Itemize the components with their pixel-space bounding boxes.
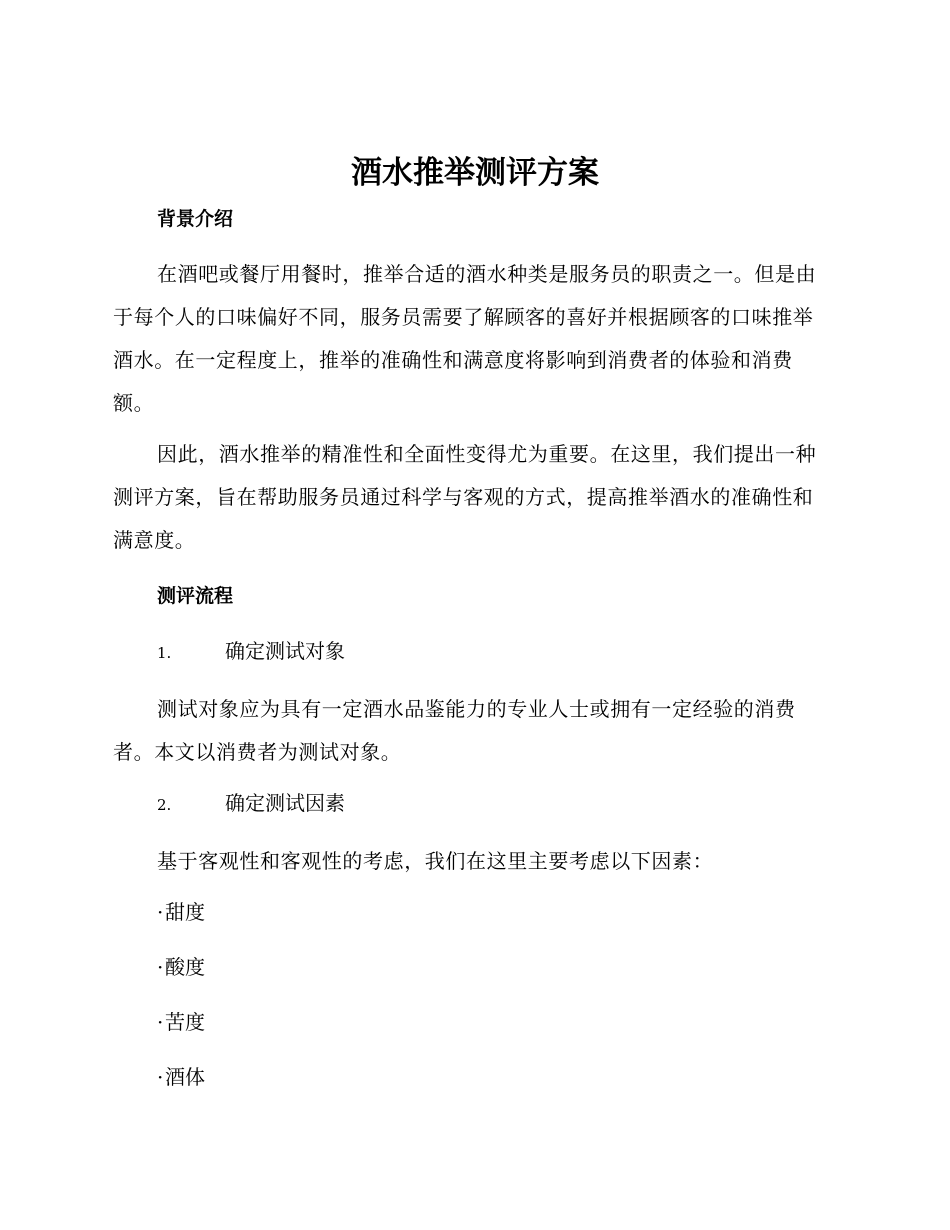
list-item-factor [157,897,205,927]
paragraph-background-1: 在酒吧或餐厅用餐时，推举合适的酒水种类是服务员的职责之一。但是由于每个人的口味偏好不同，服务员需要了解顾客的喜好并根据顾客的口味推举酒水。在一定程度上，推举的准确性和满意度将影响到消费者的体验和消费额。 [113,262,817,415]
document-title: 酒水推举测评方案 [351,155,599,191]
factor-label: 酸度 [165,955,205,979]
bullet-dot: · [157,955,164,979]
section-heading-background: 背景介绍 [157,208,234,230]
step-2-label: 确定测试因素 [225,791,345,815]
list-item-factor [157,1062,205,1092]
step-2-number: 2. [157,796,172,814]
factor-label: 苦度 [165,1010,205,1034]
paragraph-background-2: 因此，酒水推举的精准性和全面性变得尤为重要。在这里，我们提出一种测评方案，旨在帮助服务员通过科学与客观的方式，提高推举酒水的准确性和满意度。 [113,442,817,552]
step-2 [157,788,345,820]
step-1-label: 确定测试对象 [225,639,345,663]
list-item-factor [157,1007,205,1037]
factor-label: 酒体 [165,1065,205,1089]
list-item-factor [157,952,205,982]
step-1 [157,636,345,668]
section-heading-process: 测评流程 [157,585,234,607]
factor-label: 甜度 [165,900,205,924]
bullet-dot: · [157,1065,164,1089]
bullet-dot: · [157,900,164,924]
paragraph-step-2: 基于客观性和客观性的考虑，我们在这里主要考虑以下因素： [157,849,714,873]
paragraph-step-1: 测试对象应为具有一定酒水品鉴能力的专业人士或拥有一定经验的消费者。本文以消费者为测试对象。 [113,697,796,764]
bullet-dot: · [157,1010,164,1034]
step-1-number: 1. [157,644,172,662]
